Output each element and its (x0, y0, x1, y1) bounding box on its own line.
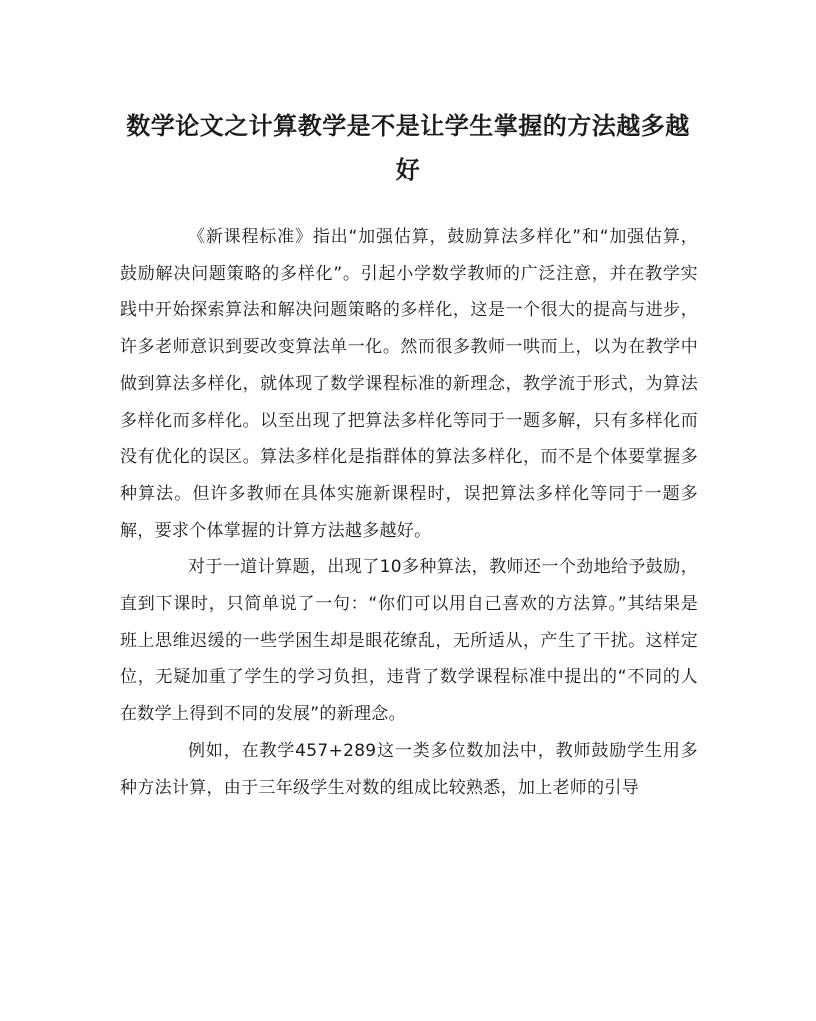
document-body (120, 219, 698, 806)
paragraph-2: 对于一道计算题，出现了10多种算法，教师还一个劲地给予鼓励，直到下课时，只简单说了一句：“你们可以用自己喜欢的方法算。”其结果是班上思维迟缓的一些学困生却是眼花缭乱，无所适从，产生了干扰。这样定位，无疑加重了学生的学习负担，违背了数学课程标准中提出的“不同的人在数学上得到不同的发展”的新理念。 (120, 557, 698, 725)
paragraph-3: 例如，在教学457+289这一类多位数加法中，教师鼓励学生用多种方法计算，由于三年级学生对数的组成比较熟悉，加上老师的引导 (120, 740, 698, 798)
paragraph-1: 《新课程标准》指出“加强估算，鼓励算法多样化”和“加强估算，鼓励解决问题策略的多样化”。引起小学数学教师的广泛注意，并在教学实践中开始探索算法和解决问题策略的多样化，这是一个很大的提高与进步，许多老师意识到要改变算法单一化。然而很多教师一哄而上，以为在教学中做到算法多样化，就体现了数学课程标准的新理念，教学流于形式，为算法多样化而多样化。以至出现了把算法多样化等同于一题多解，只有多样化而没有优化的误区。算法多样化是指群体的算法多样化，而不是个体要掌握多种算法。但许多教师在具体实施新课程时，误把算法多样化等同于一题多解，要求个体掌握的计算方法越多越好。 (120, 227, 698, 541)
document-title: 数学论文之计算教学是不是让学生掌握的方法越多越好 (126, 111, 690, 184)
